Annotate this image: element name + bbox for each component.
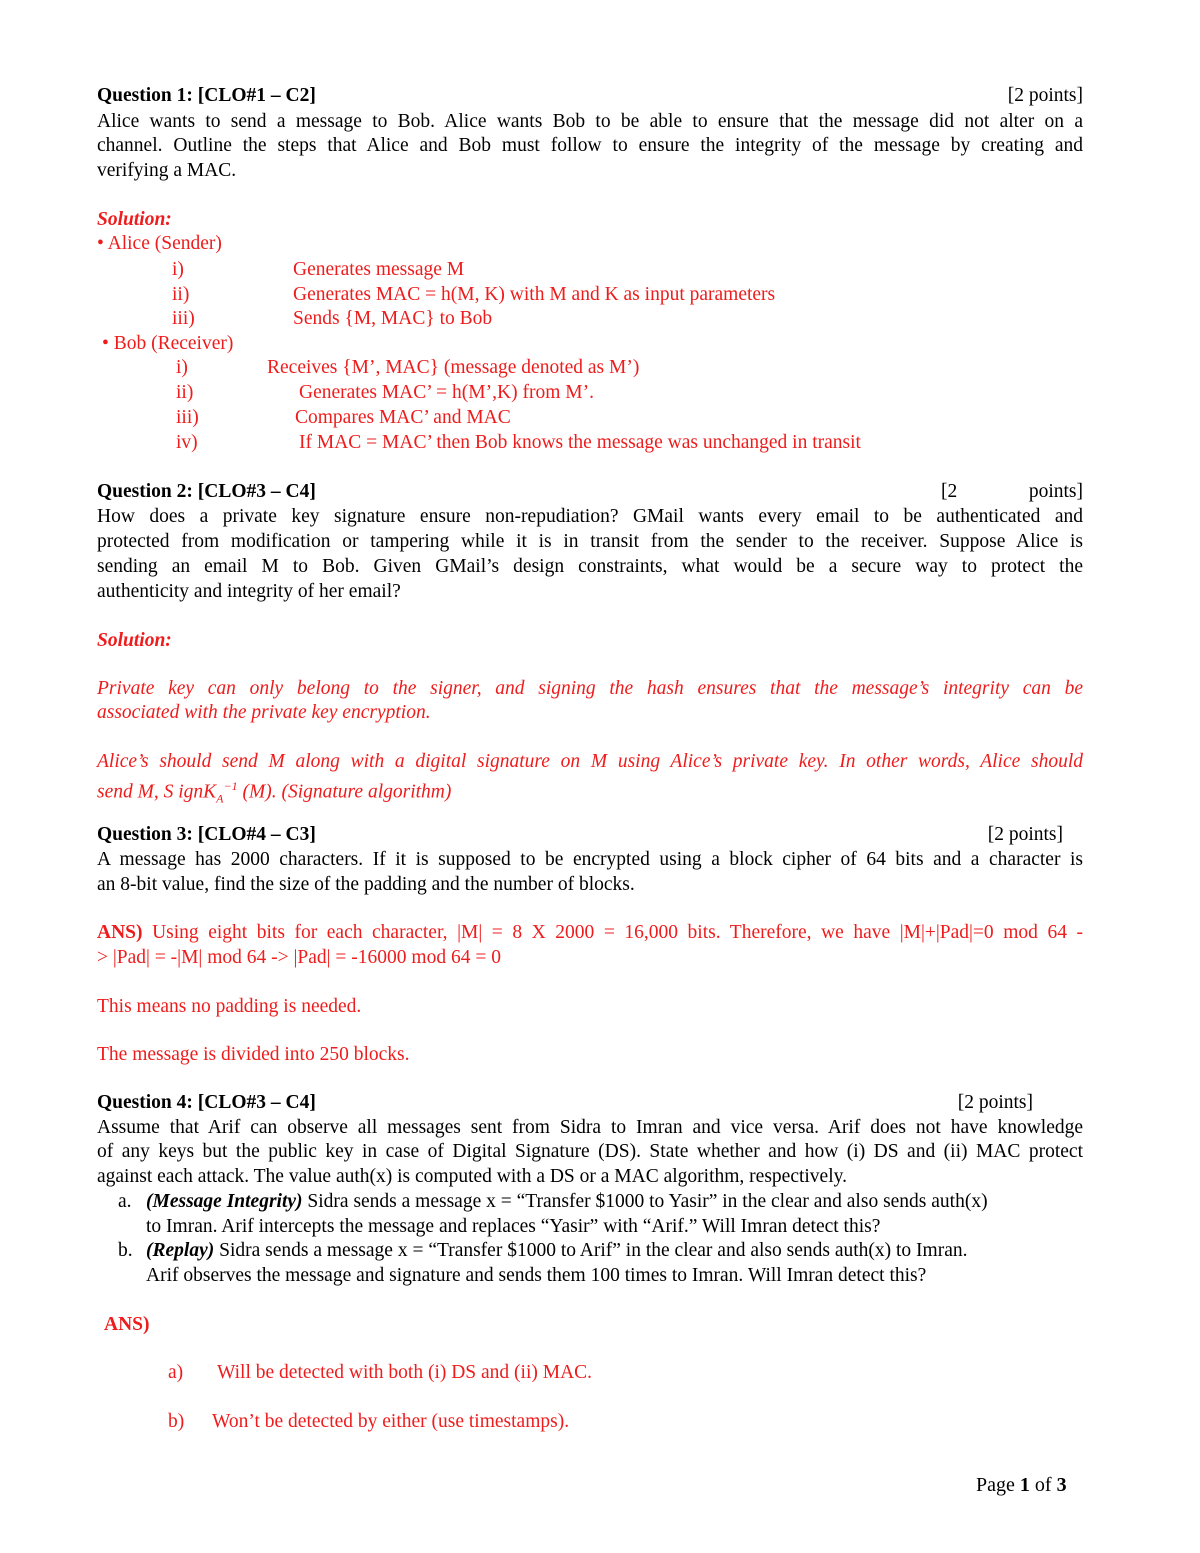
q4-item-b-line-2: Arif observes the message and signature and sends them 100 times to Imran. Will Imran detect this? [146,1265,927,1286]
q2-solution-p2-line-2 [97,774,451,810]
q1-sender-step-text: Generates message M [293,259,465,280]
q4-title: Question 4: [CLO#3 – C4] [97,1092,316,1113]
q2-title: Question 2: [CLO#3 – C4] [97,481,316,502]
q4-item-b-marker: b. [118,1240,133,1261]
q2-solution-label: Solution: [97,630,172,651]
q2-points-close: points] [1028,481,1083,502]
q4-item-a-line-2: to Imran. Arif intercepts the message and replaces “Yasir” with “Arif.” Will Imran detect this? [146,1216,881,1237]
footer-page-total: 3 [1056,1474,1067,1496]
q3-answer-label: ANS) [97,922,143,943]
q1-receiver-step-text: Compares MAC’ and MAC [295,407,511,428]
q1-sender-step-num: i) [172,259,184,280]
q3-title: Question 3: [CLO#4 – C3] [97,824,316,845]
q1-receiver-step-text: Receives {M’, MAC} (message denoted as M’) [267,357,640,378]
q3-answer-line-1 [97,921,1083,945]
q1-points: [2 points] [1007,85,1083,106]
q2-body-line-1: How does a private key signature ensure non-repudiation? GMail wants every email to be authenticated and [97,506,1083,527]
q2-signature-superscript: −1 [223,779,238,793]
q3-body-line-1: A message has 2000 characters. If it is supposed to be encrypted using a block cipher of 64 bits and a character is [97,849,1083,870]
q3-body-line-2: an 8-bit value, find the size of the padding and the number of blocks. [97,874,635,895]
q2-body-line-4: authenticity and integrity of her email? [97,581,401,602]
q4-answer-marker: b) [168,1411,185,1432]
q1-receiver-step-num: iv) [176,432,198,453]
q1-title: Question 1: [CLO#1 – C2] [97,85,316,106]
q4-item-a-label: (Message Integrity) [146,1191,303,1212]
q2-body-line-2: protected from modification or tampering while it is in transit from the sender to the receiver. Suppose Alice is [97,531,1083,552]
q1-receiver-step-num: ii) [176,382,194,403]
q1-body-line-1: Alice wants to send a message to Bob. Alice wants Bob to be able to ensure that the message did not alter on a [97,111,1083,132]
q1-receiver-step-text: Generates MAC’ = h(M’,K) from M’. [299,382,594,403]
q4-heading [97,1091,1033,1115]
q2-points [941,480,1083,504]
q1-heading [97,84,1083,108]
q4-answer-label: ANS) [104,1314,150,1335]
q2-heading [97,480,1083,504]
q1-receiver-step-num: i) [176,357,188,378]
q2-solution-p2-line-1: Alice’s should send M along with a digital signature on M using Alice’s private key. In other words, Alice should [97,751,1083,772]
q4-item-b-text: Sidra sends a message x = “Transfer $1000 to Arif” in the clear and also sends auth(x) to Imran. [214,1240,968,1261]
q1-sender-step-text: Sends {M, MAC} to Bob [293,308,493,329]
q1-receiver-step-text: If MAC = MAC’ then Bob knows the message was unchanged in transit [299,432,861,453]
q2-signature-suffix: (M). (Signature algorithm) [237,781,452,803]
q4-answer-marker: a) [168,1362,184,1383]
q3-points: [2 points] [987,824,1063,845]
q4-body-line-1: Assume that Arif can observe all messages sent from Sidra to Imran and vice versa. Arif does not have knowledge [97,1117,1083,1138]
q4-answer-text: Won’t be detected by either (use timestamps). [212,1411,570,1432]
q2-solution-p1-line-2: associated with the private key encryption. [97,702,431,723]
footer-of-word: of [1029,1474,1057,1496]
q4-body-line-3: against each attack. The value auth(x) is computed with a DS or a MAC algorithm, respectively. [97,1166,847,1187]
q3-answer-line-4: The message is divided into 250 blocks. [97,1044,410,1065]
q4-item-a-text: Sidra sends a message x = “Transfer $1000 to Yasir” in the clear and also sends auth(x) [302,1191,988,1212]
q3-answer-line-2: > |Pad| = -|M| mod 64 -> |Pad| = -16000 mod 64 = 0 [97,947,501,968]
q4-body-line-2: of any keys but the public key in case of Digital Signature (DS). State whether and how (i) DS and (ii) MAC protect [97,1141,1083,1162]
q1-receiver-label: • Bob (Receiver) [102,333,234,354]
q1-receiver-step-num: iii) [176,407,199,428]
q2-signature-prefix: send M, S ignK [97,781,217,803]
q4-item-a-marker: a. [118,1191,132,1212]
footer-page-word: Page [976,1474,1020,1496]
q2-signature-subscript: A [216,791,224,806]
q1-sender-label: • Alice (Sender) [97,233,222,254]
q2-body-line-3: sending an email M to Bob. Given GMail’s design constraints, what would be a secure way to protect the [97,556,1083,577]
q1-body-line-2: channel. Outline the steps that Alice and Bob must follow to ensure the integrity of the message by creating and [97,135,1083,156]
q1-sender-step-num: iii) [172,308,195,329]
page-number-footer [976,1474,1067,1497]
q4-item-a-line-1 [146,1190,988,1214]
q3-answer-text: Using eight bits for each character, |M| = 8 X 2000 = 16,000 bits. Therefore, we have |M|+|Pad|=0 mod 64 - [142,922,1083,943]
q1-sender-step-text: Generates MAC = h(M, K) with M and K as input parameters [293,284,776,305]
q1-solution-label: Solution: [97,209,172,230]
q3-answer-line-3: This means no padding is needed. [97,996,362,1017]
q4-points: [2 points] [957,1092,1033,1113]
q4-answer-text: Will be detected with both (i) DS and (ii) MAC. [217,1362,593,1383]
q2-solution-p1-line-1: Private key can only belong to the signer, and signing the hash ensures that the message’s integrity can be [97,678,1083,699]
q4-item-b-line-1 [146,1239,968,1263]
q3-heading [97,823,1063,847]
footer-page-number: 1 [1019,1474,1030,1496]
q2-points-open: [2 [941,481,958,502]
q1-body-line-3: verifying a MAC. [97,160,237,181]
q4-item-b-label: (Replay) [146,1240,215,1261]
q1-sender-step-num: ii) [172,284,190,305]
